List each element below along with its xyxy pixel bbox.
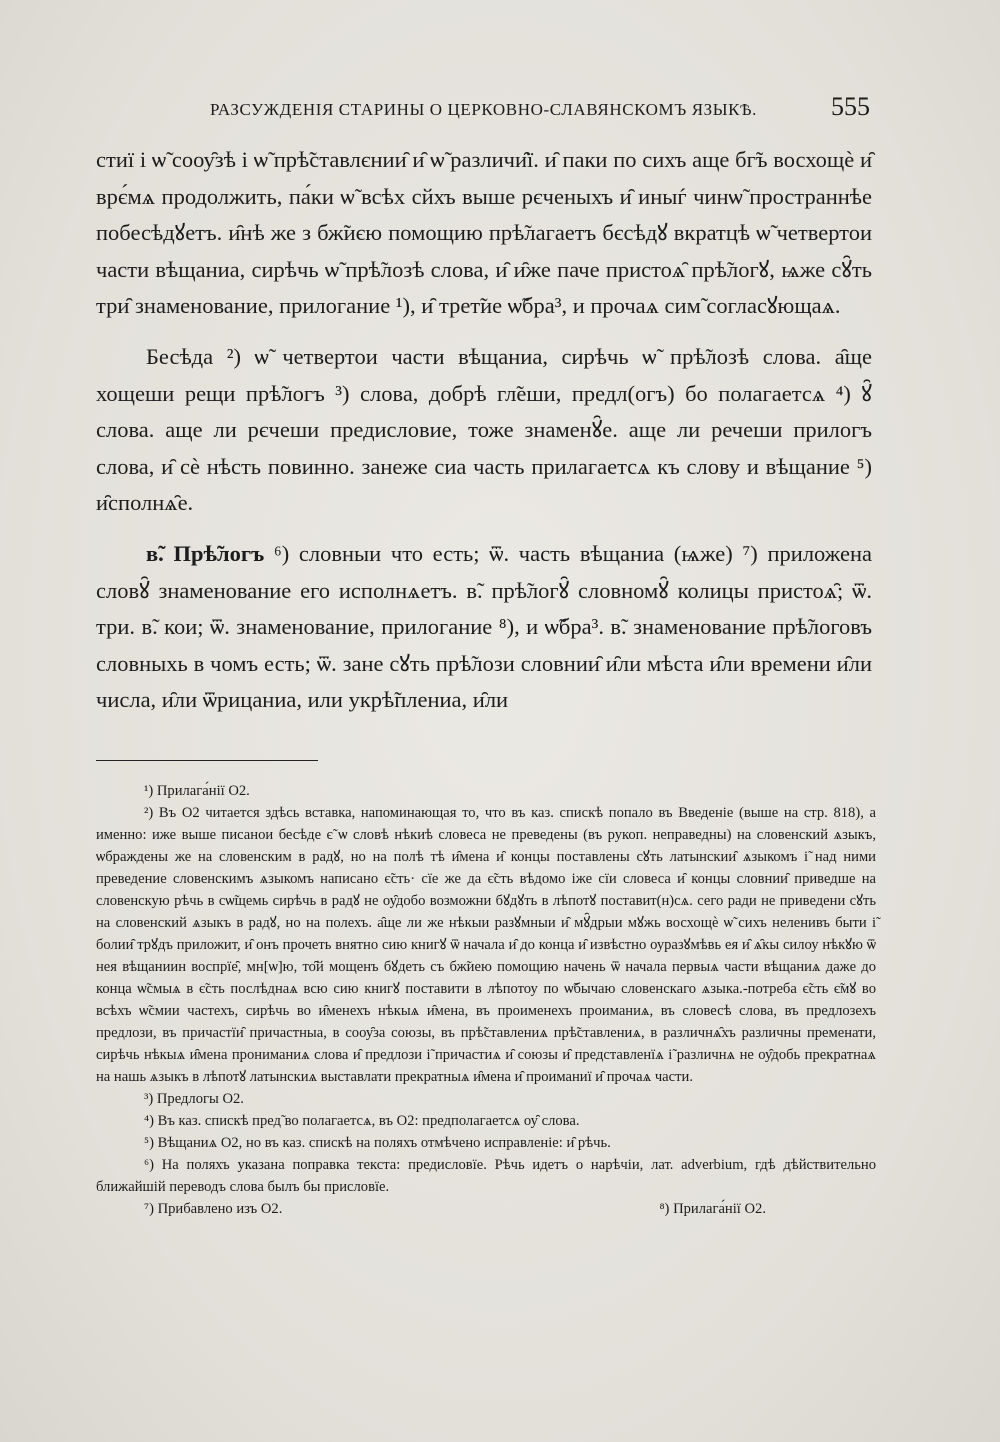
footnote-6: ⁶) На поляхъ указана поправка текста: предисловїе. Рѣчь идетъ о нарѣчіи, лат. adverbium, гдѣ дѣйствительно ближайшій переводъ слова былъ бы присловїе. [96, 1157, 876, 1195]
footnote-divider [96, 760, 318, 761]
running-title: РАЗСУЖДЕНІЯ СТАРИНЫ О ЦЕРКОВНО-СЛАВЯНСКОМЪ ЯЗЫКѢ. [210, 100, 757, 119]
paragraph-3-label: в̃. Прѣ̃логъ [146, 540, 265, 566]
paragraph-3 [96, 536, 872, 719]
footnotes [96, 780, 876, 1220]
footnote-1: ¹) Прилага́нії О2. [144, 783, 250, 799]
footnote-5: ⁵) Вѣщаниѧ О2, но въ каз. спискѣ на поляхъ отмѣчено исправленіе: и̑ рѣчь. [144, 1135, 611, 1151]
paragraph-2: Бесѣда ²) ѡ̃ четвертои части вѣщаниа, сирѣчь ѡ̃ прѣ̃лозѣ слова. а̑ще хощеши рещи прѣ̃логъ ³) слова, добрѣ гл̃еши, предл(огъ) бо полагаетсѧ ⁴) ꙋ̑ слова. аще ли рєчеши предисловие, тоже знаменꙋ̑е. аще ли речеши прилогъ слова, и̑ сѐ нѣсть повинно. занеже сиа часть прилагаетсѧ къ слову и вѣщание ⁵) и̑сполнѧ̑е. [96, 343, 872, 516]
footnote-7: ⁷) Прибавлено изъ О2. [144, 1201, 283, 1217]
page-number: 555 [831, 92, 870, 121]
footnote-row-last [96, 1198, 876, 1220]
footnote-8: ⁸) Прилага́нії О2. [659, 1201, 766, 1217]
main-text [96, 142, 872, 733]
paragraph-3-text: ⁶) словныи что есть; ѿ. часть вѣщаниа (ѩже) ⁷) приложена словꙋ̑ знаменование его исполнѧетъ. в̃. прѣ̃логꙋ̑ словномꙋ̑ колицы пристоѧ̑; ѿ. три. в̃. кои; ѿ. знаменование, прилогание ⁸), и ѡ̃бра³. в̃. знаменование прѣ̃логовъ словныхь в чомъ есть; ѿ. зане сꙋть прѣ̃лози словнии̑ и̑ли мѣста и̑ли времени и̑ли числа, и̑ли ѿрицаниа, или укрѣ̃плениа, и̑ли [96, 540, 872, 713]
paragraph-1: стиї і ѡ̃ сооу̑зѣ і ѡ̃ прѣ̃ставлєнии̑ и̑ ѡ̃ различи̑ї. и̑ паки по сихъ аще бг̃ъ восхощѐ и̑ врє́мѧ продолжить, па́ки ѡ̃ всѣх сйхъ выше рєченыхъ и̑ иныѓ чинѡ̃ пространнѣе побесѣдꙋетъ. и̑нѣ же з бж̃иєю помощию прѣ̃лагаетъ бєсѣдꙋ вкратцѣ ѡ̃ четвертои части вѣщаниа, сирѣчь ѡ̃ прѣ̃лозѣ слова, и̑ и̑же паче пристоѧ̑ прѣ̃логꙋ, ѩже сꙋ̑ть три̑ знаменование, прилогание ¹), и̑ трет̃ие ѡ̃бра³, и прочаѧ сим̃ согласꙋющаѧ. [96, 147, 872, 319]
footnote-4: ⁴) Въ каз. спискѣ пред̃ во полагаетсѧ, въ О2: предполагаетсѧ оу̑ слова. [144, 1113, 580, 1129]
page-header [96, 92, 872, 132]
footnote-2: ²) Въ О2 читается здѣсь вставка, напоминающая то, что въ каз. спискѣ попало въ Введеніе (выше на стр. 818), а именно: иже выше писанои бесѣде є̃ ѡ словѣ нѣкиѣ словеса не преведены (въ рукоп. неправедны) на словенский ѧзыкъ, ѡбраждены же на словенским в радꙋ, но на полѣ тѣ и̑мена и̑ концы поставлены сꙋть латынскии̑ ѧзыкомъ і̃ над ними преведение словенскимъ ѧзыкомъ написано є̃сть· сїе же да є̃сть вѣдомо іже сїи словеса и̑ концы словнии̑ приведше на словенскую рѣчь в сѡ̃щемь сирѣчь в радꙋ не оу̑добо возможни бꙋдꙋть в лѣпотꙋ поставит(н)сѧ. сего ради не приведени сꙋть на словенский ѧзыкъ в радꙋ, но на полехъ. а̑ще ли же нѣкыи разꙋмныи и̑ мꙋ̑дрыи мꙋжь восхощѐ ѡ̃ сихъ неленивъ быти і̃ болии̑ трꙋдъ приложит, и̑ онъ прочеть внятно сию книгꙋ ѿ начала и̑ до конца и̑ извѣстно оуразꙋмѣвь ея и̑ ѧ̑кы силоу нѣкꙋю ѿ нея вѣщаниин воспрїе̑, мн[ѡ]ю, то̑й мощенъ бꙋдеть съ бж̃иею помощию начень ѿ начала первыѧ части вѣщаниѧ даже до конца ѡ̃смыѧ в є̃сть послѣднаѧ всю сию книгꙋ поставити в лѣпотоу по ѡ̃бычаю словенскаго ѧзыка.-потреба є̃сть є̃мꙋ во всѣхъ ѡ̃смии частехъ, сирѣчь во и̑менехъ нѣкыѧ и̑мена, въ проименехъ проиманиѧ, въ словесѣ слова, въ предлозехъ предлози, въ причастїи̑ причастныа, в сооу̑за союзы, въ прѣ̃ставлениѧ прѣ̃ставлениѧ, в различнѧ̑хъ различны пременати, сирѣчь нѣкыѧ и̑мена прониманиѧ слова и̑ предлози і̃ причастиѧ и̑ союзы и̑ представленїѧ і̃ различнѧ не оу̑добь прекратнаѧ на нашь ѧзыкъ в лѣпотꙋ латынскиѧ выставлати прекратныѧ и̑мена и̑ проиманиї и̑ прочаѧ части. [96, 805, 876, 1085]
footnote-3: ³) Предлогы О2. [144, 1091, 244, 1107]
